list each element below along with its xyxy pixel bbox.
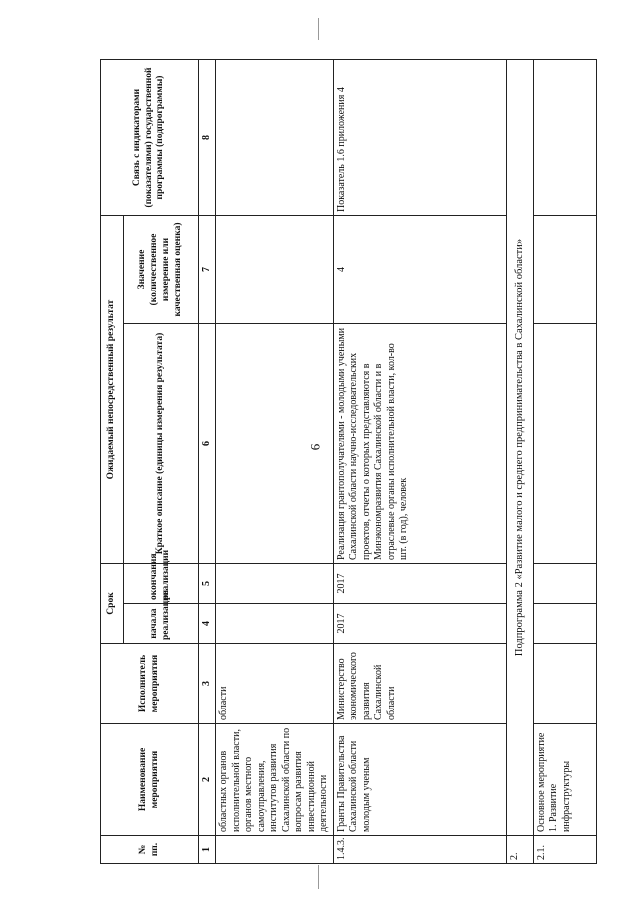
header-term: Срок	[101, 564, 124, 644]
row-name: Гранты Правительства Сахалинской области молодым ученым	[333, 724, 506, 836]
row-end	[216, 564, 334, 604]
col-num-6: 6	[199, 324, 216, 564]
row-value: 4	[333, 216, 506, 324]
row-start	[533, 604, 596, 644]
row-executor	[533, 644, 596, 724]
row-desc: Реализация грантополучателями - молодыми учеными Сахалинской области научно-исследовательских проектов, отчеты о которых представляются в Минэкономразвития Сахалинской области и в отраслевые органы исполнительной власти, кол-во шт. (в год), человек	[333, 324, 506, 564]
row-link	[216, 60, 334, 216]
row-end	[533, 564, 596, 604]
header-row-1	[101, 60, 124, 864]
col-num-2: 2	[199, 724, 216, 836]
scan-mark	[318, 18, 319, 40]
header-link: Связь с индикаторами (показателями) государственной программы (подпрограммы)	[101, 60, 199, 216]
column-number-row	[199, 60, 216, 864]
row-desc	[533, 324, 596, 564]
row-value	[216, 216, 334, 324]
col-num-1: 1	[199, 836, 216, 864]
row-name: Основное мероприятие 1. Развитие инфраструктуры	[533, 724, 596, 836]
rotated-table-page	[100, 60, 584, 864]
row-desc	[216, 324, 334, 564]
activities-table	[100, 59, 597, 864]
col-num-4: 4	[199, 604, 216, 644]
row-no: 2.1.	[533, 836, 596, 864]
row-executor: области	[216, 644, 334, 724]
col-num-8: 8	[199, 60, 216, 216]
col-num-3: 3	[199, 644, 216, 724]
subprogram-title: Подпрограмма 2 «Развитие малого и среднего предпринимательства в Сахалинской области»	[506, 60, 533, 836]
header-term-start: начала реализации	[124, 604, 199, 644]
row-value	[533, 216, 596, 324]
row-no: 1.4.3.	[333, 836, 506, 864]
row-name: областных органов исполнительной власти, органов местного самоуправления, институтов развития Сахалинской области по вопросам развития инвестиционной деятельности	[216, 724, 334, 836]
subprogram-no: 2.	[506, 836, 533, 864]
col-num-5: 5	[199, 564, 216, 604]
header-result: Ожидаемый непосредственный результат	[101, 216, 124, 564]
table-row	[216, 60, 334, 864]
header-result-value: Значение (количественное измерение или качественная оценка)	[124, 216, 199, 324]
subprogram-row	[506, 60, 533, 864]
scan-mark	[318, 865, 319, 889]
header-executor: Исполнитель мероприятия	[101, 644, 199, 724]
row-link	[533, 60, 596, 216]
row-start: 2017	[333, 604, 506, 644]
header-result-desc: Краткое описание (единицы измерения результата)	[124, 324, 199, 564]
row-executor: Министерство экономического развития Сахалинской области	[333, 644, 506, 724]
col-num-7: 7	[199, 216, 216, 324]
row-start	[216, 604, 334, 644]
page-number: 9	[308, 443, 323, 451]
row-link: Показатель 1.6 приложения 4	[333, 60, 506, 216]
header-name: Наименование мероприятия	[101, 724, 199, 836]
table-row	[333, 60, 506, 864]
table-row	[533, 60, 596, 864]
header-term-end: окончания реализации	[124, 564, 199, 604]
row-no	[216, 836, 334, 864]
row-end: 2017	[333, 564, 506, 604]
header-no: № пп.	[101, 836, 199, 864]
